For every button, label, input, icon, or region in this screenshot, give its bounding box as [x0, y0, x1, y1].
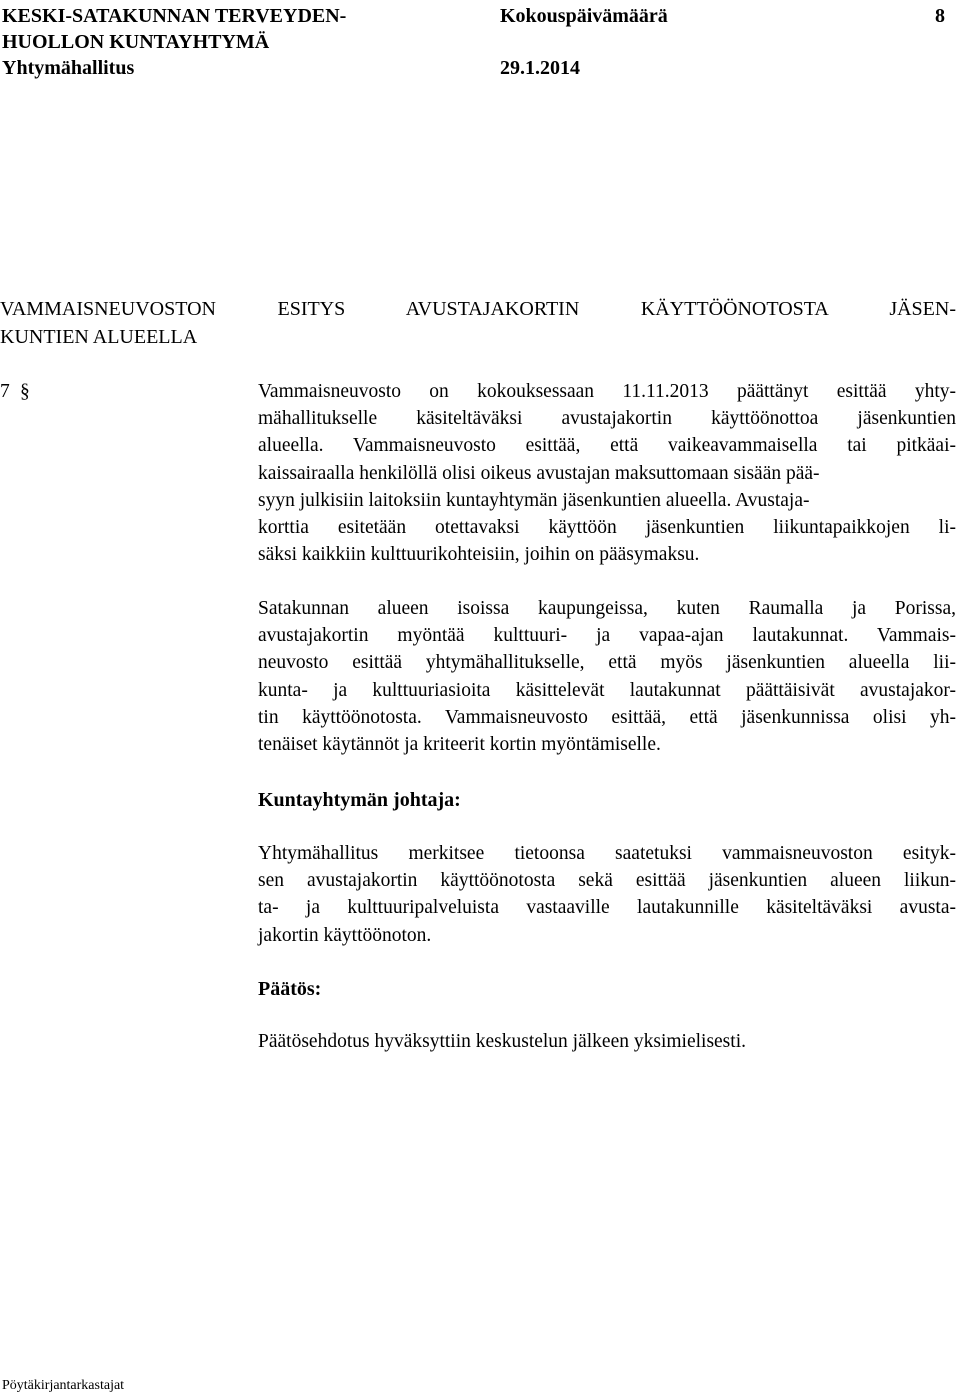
- text-line: syyn julkisiin laitoksiin kuntayhtymän jäsenkuntien alueella. Avustaja-: [258, 489, 810, 511]
- text-line: ta- ja kulttuuripalveluista vastaaville lautakunnille käsiteltäväksi avusta-: [258, 897, 956, 919]
- paragraph-3: [258, 840, 956, 949]
- footer-signature-label: Pöytäkirjantarkastajat: [2, 1378, 125, 1393]
- org-name-line1: KESKI-SATAKUNNAN TERVEYDEN-: [2, 5, 347, 27]
- page-number: 8: [935, 5, 945, 27]
- text-line: jakortin käyttöönoton.: [258, 924, 432, 946]
- text-line: tin käyttöönotosta. Vammaisneuvosto esittää, että jäsenkunnissa olisi yh-: [258, 706, 956, 728]
- meeting-date-label: Kokouspäivämäärä: [500, 5, 668, 27]
- paragraph-1: [258, 378, 956, 568]
- section-number: 7: [0, 381, 10, 402]
- text-line: Vammaisneuvosto on kokouksessaan 11.11.2013 päättänyt esittää yhty-: [258, 381, 956, 402]
- text-line: alueella. Vammaisneuvosto esittää, että vaikeavammaisella tai pitkäai-: [258, 435, 956, 457]
- decision-text: Päätösehdotus hyväksyttiin keskustelun jälkeen yksimielisesti.: [258, 1031, 746, 1052]
- text-line: avustajakortin myöntää kulttuuri- ja vapaa-ajan lautakunnat. Vammais-: [258, 625, 956, 647]
- governing-body: Yhtymähallitus: [2, 57, 135, 79]
- text-line: neuvosto esittää yhtymähallitukselle, että myös jäsenkuntien alueella lii-: [258, 652, 956, 674]
- decision-heading: Päätös:: [258, 978, 322, 1000]
- text-line: mähallitukselle käsiteltäväksi avustajakortin käyttöönottoa jäsenkuntien: [258, 408, 956, 430]
- director-heading: Kuntayhtymän johtaja:: [258, 789, 461, 811]
- text-line: korttia esitetään otettavaksi käyttöön jäsenkuntien liikuntapaikkojen li-: [258, 517, 956, 539]
- title-line-2: KUNTIEN ALUEELLA: [0, 326, 198, 348]
- text-line: kunta- ja kulttuuriasioita käsittelevät lautakunnat päättäisivät avustajakor-: [258, 679, 956, 701]
- text-line: tenäiset käytännöt ja kriteerit kortin myöntämiselle.: [258, 734, 661, 756]
- text-line: kaissairaalla henkilöllä olisi oikeus avustajan maksuttomaan sisään pää-: [258, 462, 820, 484]
- meeting-date: 29.1.2014: [500, 57, 580, 79]
- title-line-1: VAMMAISNEUVOSTON ESITYS AVUSTAJAKORTIN KÄYTTÖÖNOTOSTA JÄSEN-: [0, 298, 956, 320]
- org-name-line2: HUOLLON KUNTAYHTYMÄ: [2, 31, 270, 53]
- section-symbol: §: [20, 381, 30, 402]
- text-line: Satakunnan alueen isoissa kaupungeissa, kuten Raumalla ja Porissa,: [258, 598, 956, 619]
- text-line: säksi kaikkiin kulttuurikohteisiin, joihin on pääsymaksu.: [258, 544, 700, 566]
- text-line: Yhtymähallitus merkitsee tietoonsa saatetuksi vammaisneuvoston esityk-: [258, 843, 956, 864]
- paragraph-2: [258, 595, 956, 758]
- text-line: sen avustajakortin käyttöönotosta sekä esittää jäsenkuntien alueen liikun-: [258, 870, 956, 892]
